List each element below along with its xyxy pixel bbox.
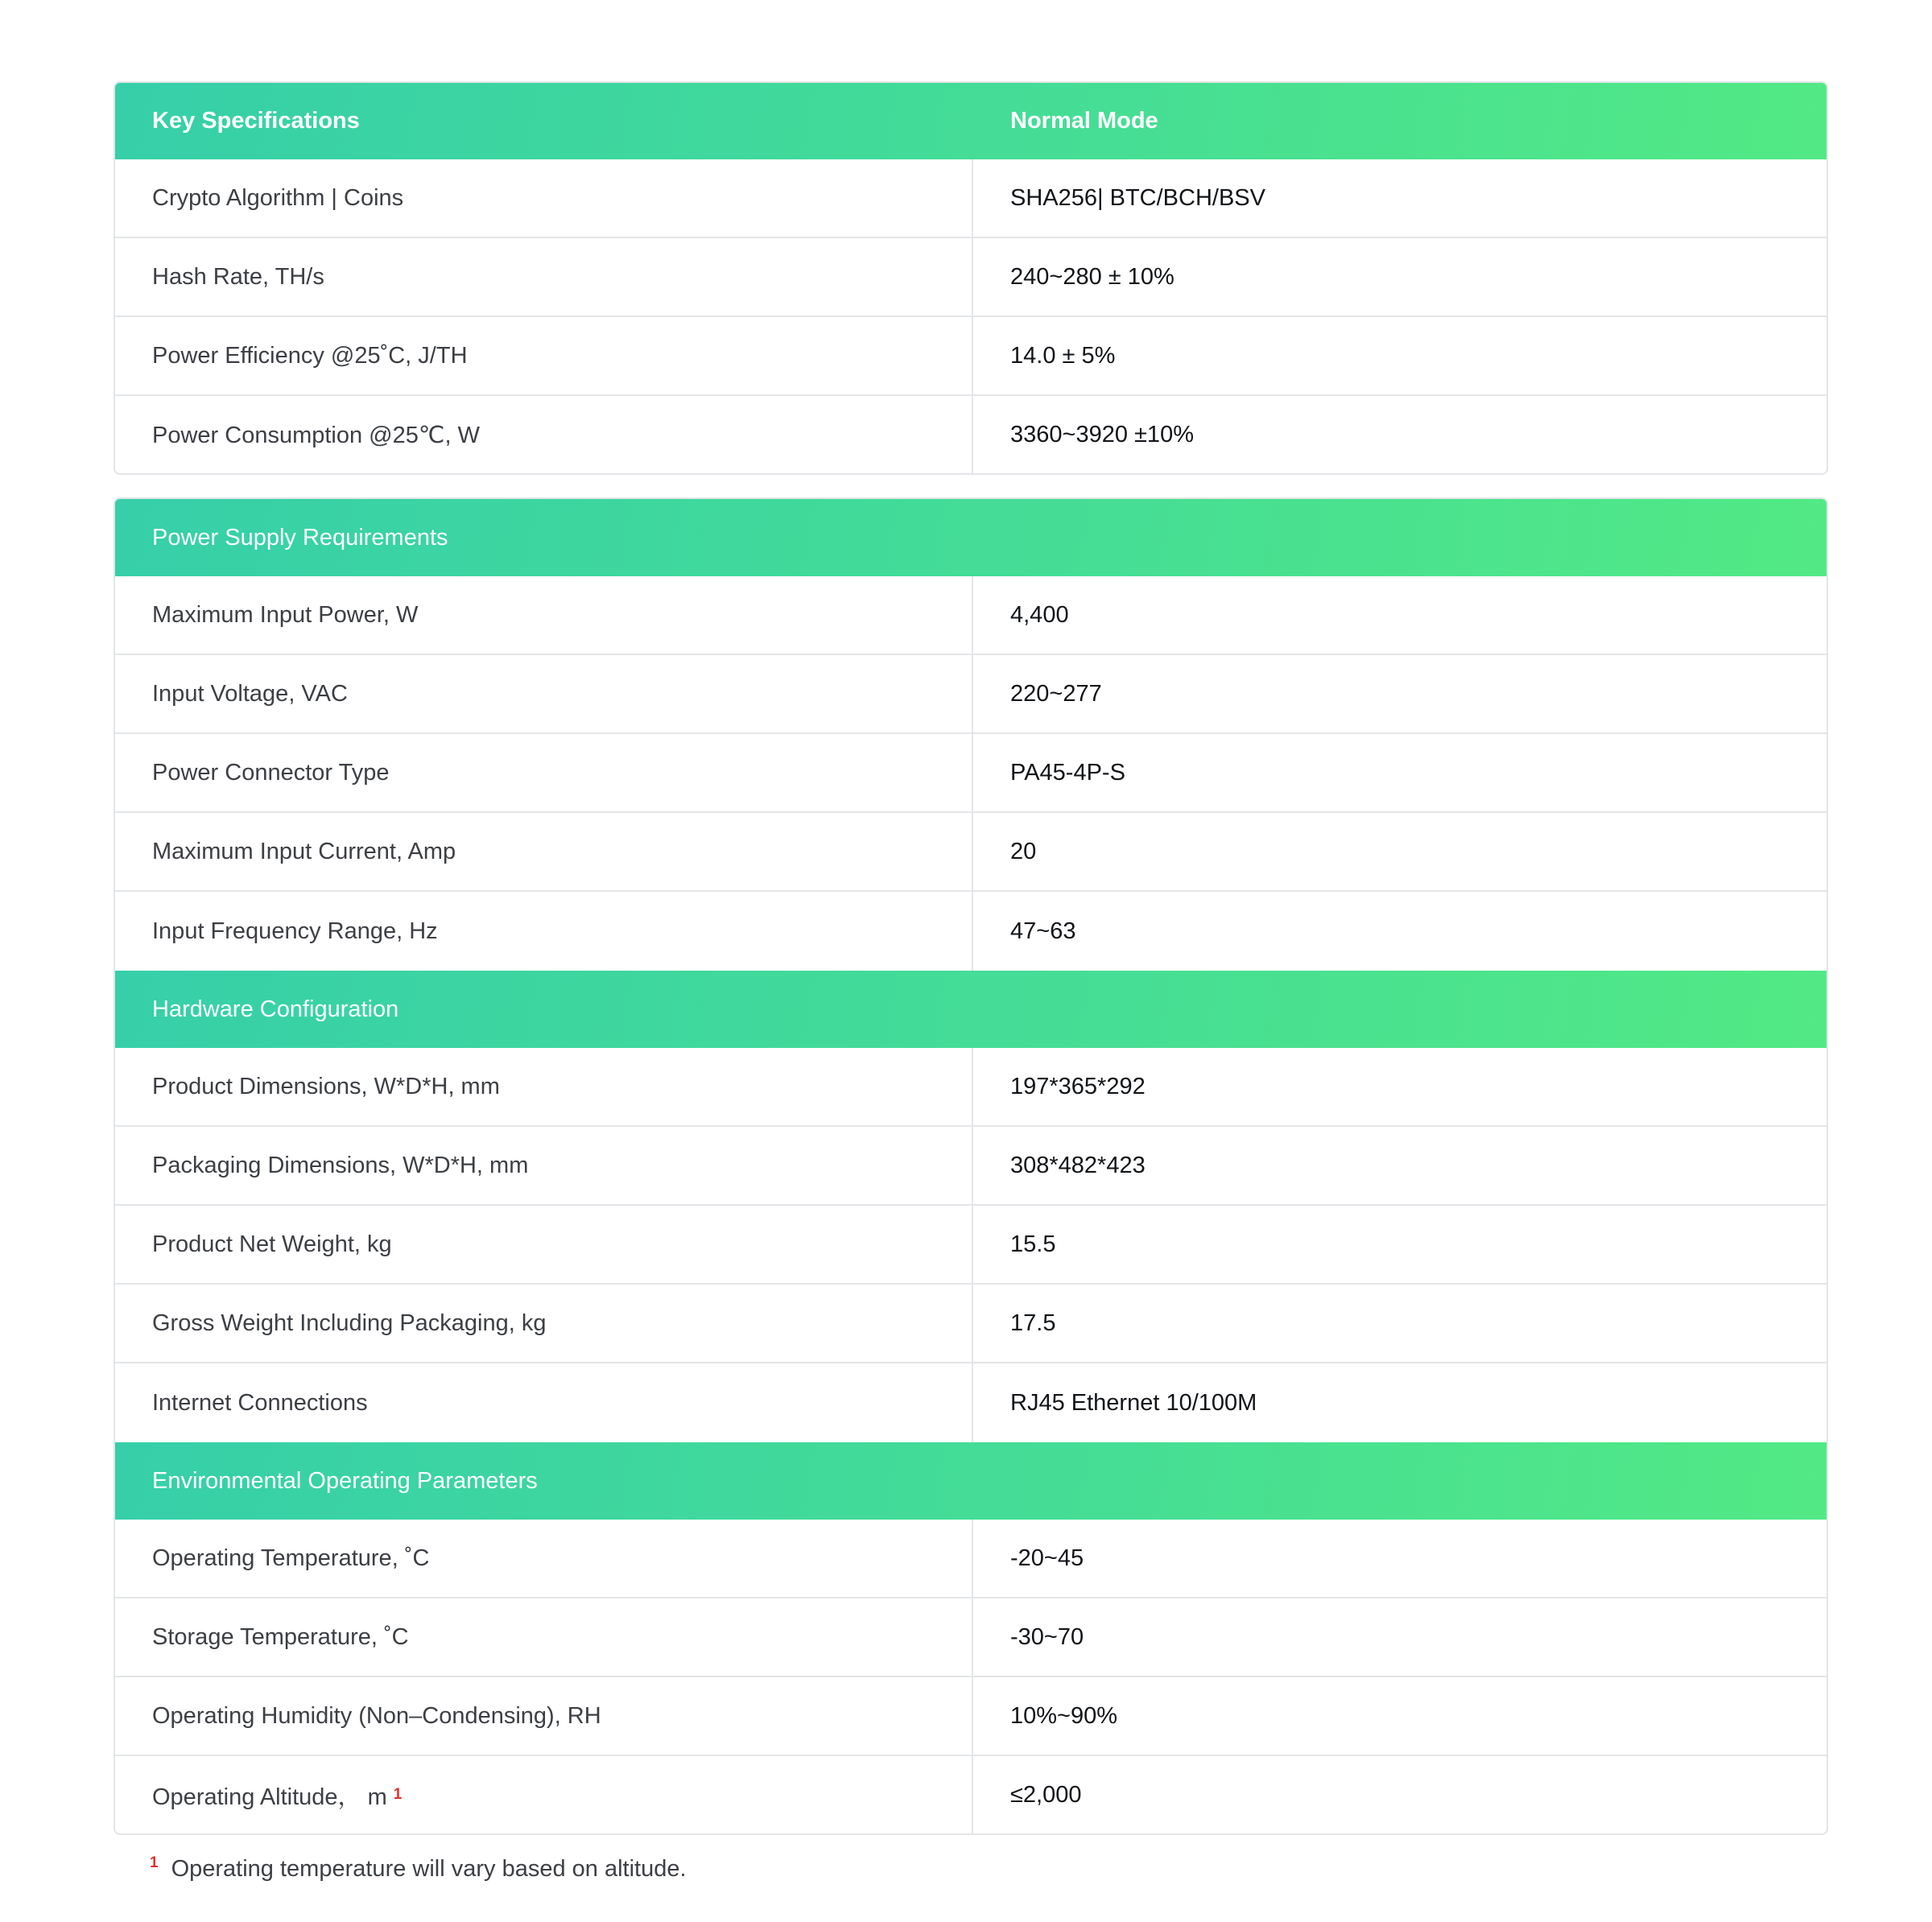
row-label: Gross Weight Including Packaging, kg: [115, 1285, 973, 1362]
table-row: [115, 892, 1827, 971]
table-row: [115, 1363, 1827, 1442]
row-value: 308*482*423: [1010, 1152, 1146, 1178]
row-label: Power Connector Type: [115, 734, 973, 811]
row-label: Input Voltage, VAC: [115, 655, 973, 732]
row-label: Product Net Weight, kg: [115, 1206, 973, 1283]
row-value: 47~63: [1010, 918, 1076, 944]
table-row: [115, 159, 1827, 238]
row-label: Product Dimensions, W*D*H, mm: [115, 1048, 973, 1125]
row-label: Packaging Dimensions, W*D*H, mm: [115, 1127, 973, 1204]
table-row: [115, 1520, 1827, 1598]
row-value: SHA256| BTC/BCH/BSV: [1010, 184, 1265, 211]
row-value: 20: [1010, 838, 1037, 864]
key-specifications-header: [115, 83, 1827, 159]
row-value: 14.0 ± 5%: [1010, 342, 1116, 369]
table-row: [115, 1677, 1827, 1756]
row-value: 220~277: [1010, 680, 1102, 707]
row-label: [115, 1756, 973, 1833]
table-row: [115, 1048, 1827, 1127]
table-row: [115, 1206, 1827, 1285]
section-header-environmental-parameters: Environmental Operating Parameters: [115, 1442, 1827, 1520]
table-row: [115, 655, 1827, 734]
table-row: [115, 734, 1827, 813]
row-value: 15.5: [1010, 1231, 1056, 1257]
table-row: [115, 396, 1827, 473]
table-row: [115, 1756, 1827, 1833]
table-row: [115, 576, 1827, 655]
header-key-specifications: Key Specifications: [152, 108, 360, 134]
row-label-text: Operating Altitude， m: [152, 1784, 387, 1810]
row-value: 240~280 ± 10%: [1010, 263, 1174, 290]
row-label: Input Frequency Range, Hz: [115, 892, 973, 971]
table-row: [115, 238, 1827, 317]
row-value: 4,400: [1010, 601, 1069, 628]
section-header-power-supply: Power Supply Requirements: [115, 499, 1827, 576]
footnote-reference-marker: 1: [393, 1786, 402, 1803]
row-label: Operating Temperature, ˚C: [115, 1520, 973, 1597]
row-label: Power Efficiency @25˚C, J/TH: [115, 317, 973, 394]
row-label: Crypto Algorithm | Coins: [115, 159, 973, 237]
section-header-hardware-configuration: Hardware Configuration: [115, 971, 1827, 1048]
row-value: 3360~3920 ±10%: [1010, 421, 1194, 448]
row-value: 197*365*292: [1010, 1073, 1146, 1099]
row-label: Storage Temperature, ˚C: [115, 1598, 973, 1676]
row-value: ≤2,000: [1010, 1781, 1082, 1808]
table-row: [115, 1127, 1827, 1206]
row-label: Hash Rate, TH/s: [115, 238, 973, 316]
table-row: [115, 1285, 1827, 1363]
key-specifications-table: [114, 81, 1828, 475]
row-label: Internet Connections: [115, 1363, 973, 1442]
row-value: 17.5: [1010, 1310, 1056, 1336]
table-row: [115, 1598, 1827, 1677]
row-label: Maximum Input Power, W: [115, 576, 973, 654]
row-value: RJ45 Ethernet 10/100M: [1010, 1389, 1257, 1416]
footnote-text: Operating temperature will vary based on altitude.: [171, 1856, 687, 1882]
row-label: Operating Humidity (Non–Condensing), RH: [115, 1677, 973, 1755]
header-normal-mode: Normal Mode: [1010, 108, 1158, 134]
row-value: -30~70: [1010, 1623, 1084, 1650]
table-row: [115, 317, 1827, 396]
row-value: -20~45: [1010, 1545, 1084, 1571]
row-value: 10%~90%: [1010, 1702, 1118, 1729]
footnote: [150, 1856, 687, 1883]
row-label: Maximum Input Current, Amp: [115, 813, 973, 890]
detailed-specifications-table: [114, 497, 1828, 1835]
table-row: [115, 813, 1827, 892]
footnote-marker: 1: [150, 1854, 159, 1871]
row-value: PA45-4P-S: [1010, 759, 1125, 786]
row-label: Power Consumption @25℃, W: [115, 396, 973, 473]
